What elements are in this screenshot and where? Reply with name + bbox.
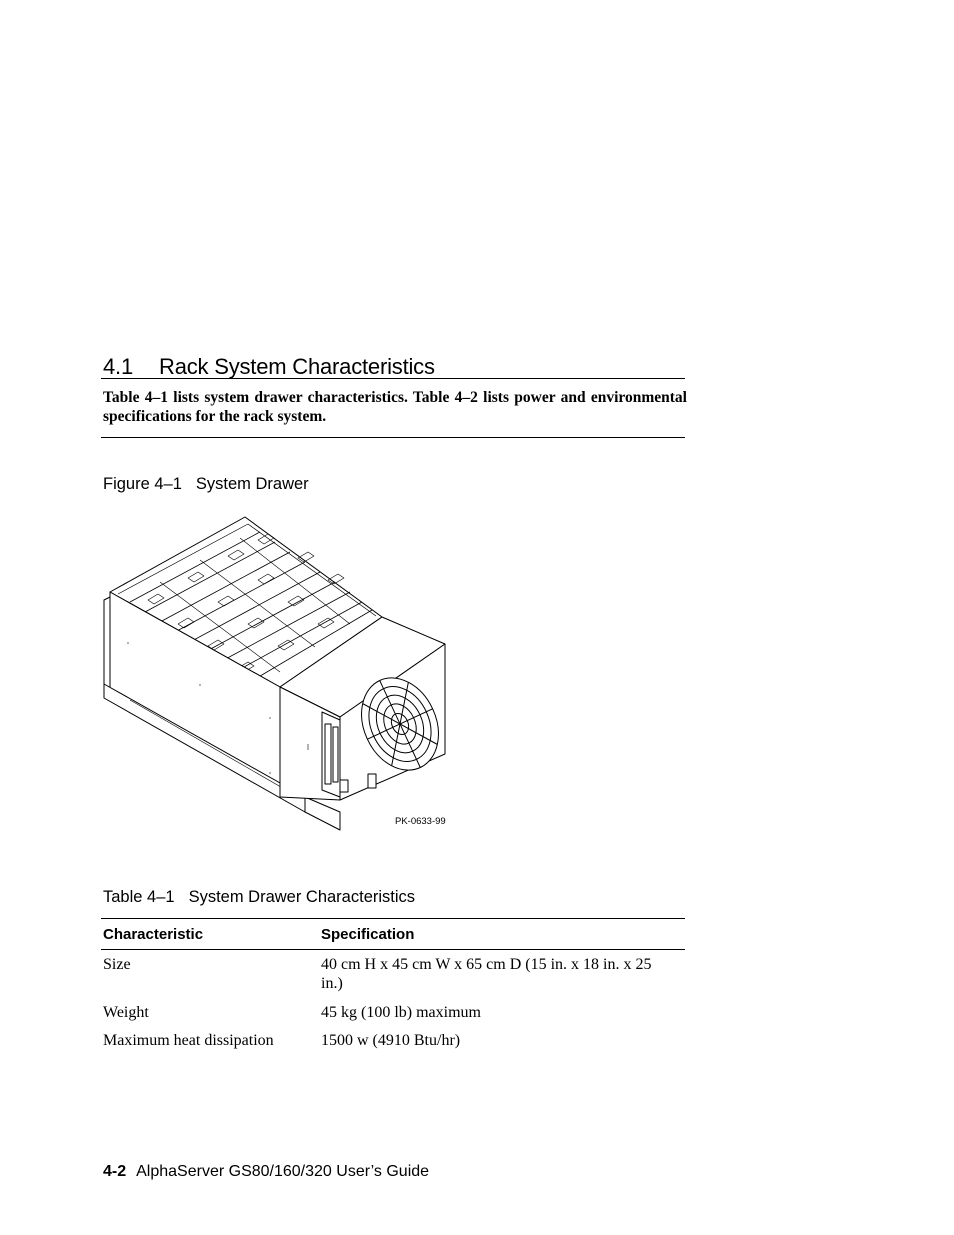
row-characteristic: Maximum heat dissipation (103, 1032, 274, 1049)
table-row (101, 1003, 685, 1022)
table-caption-title: System Drawer Characteristics (188, 888, 416, 906)
section-number: 4.1 (103, 354, 133, 380)
figure-caption-number: Figure 4–1 (103, 475, 182, 493)
figure-caption-title: System Drawer (195, 475, 309, 493)
page-footer (103, 1163, 429, 1181)
table-header-characteristic: Characteristic (103, 925, 204, 943)
bottom-rule (101, 437, 685, 438)
row-characteristic: Size (103, 956, 131, 973)
figure-caption (103, 475, 309, 494)
table-caption (103, 888, 415, 907)
footer-title: AlphaServer GS80/160/320 User’s Guide (136, 1163, 430, 1180)
table-row (101, 955, 685, 993)
characteristics-table (101, 918, 685, 1050)
row-characteristic: Weight (103, 1004, 149, 1021)
section-title: Rack System Characteristics (159, 354, 435, 380)
row-specification: 40 cm H x 45 cm W x 65 cm D (15 in. x 18 in. x 25 in.) (321, 956, 652, 992)
table-header-specification: Specification (321, 925, 415, 943)
top-rule (101, 378, 685, 379)
table-row (101, 1031, 685, 1050)
intro-paragraph: Table 4–1 lists system drawer characteristics. Table 4–2 lists power and environmental specifications for the rack system. (103, 389, 687, 425)
row-specification: 1500 w (4910 Btu/hr) (321, 1032, 461, 1049)
section-heading (103, 354, 435, 380)
page-number: 4-2 (103, 1163, 127, 1180)
table-header-row (101, 918, 685, 950)
system-drawer-illustration (100, 512, 452, 832)
table-caption-number: Table 4–1 (103, 888, 175, 906)
row-specification: 45 kg (100 lb) maximum (321, 1004, 481, 1021)
figure-id-label: PK-0633-99 (395, 816, 446, 827)
